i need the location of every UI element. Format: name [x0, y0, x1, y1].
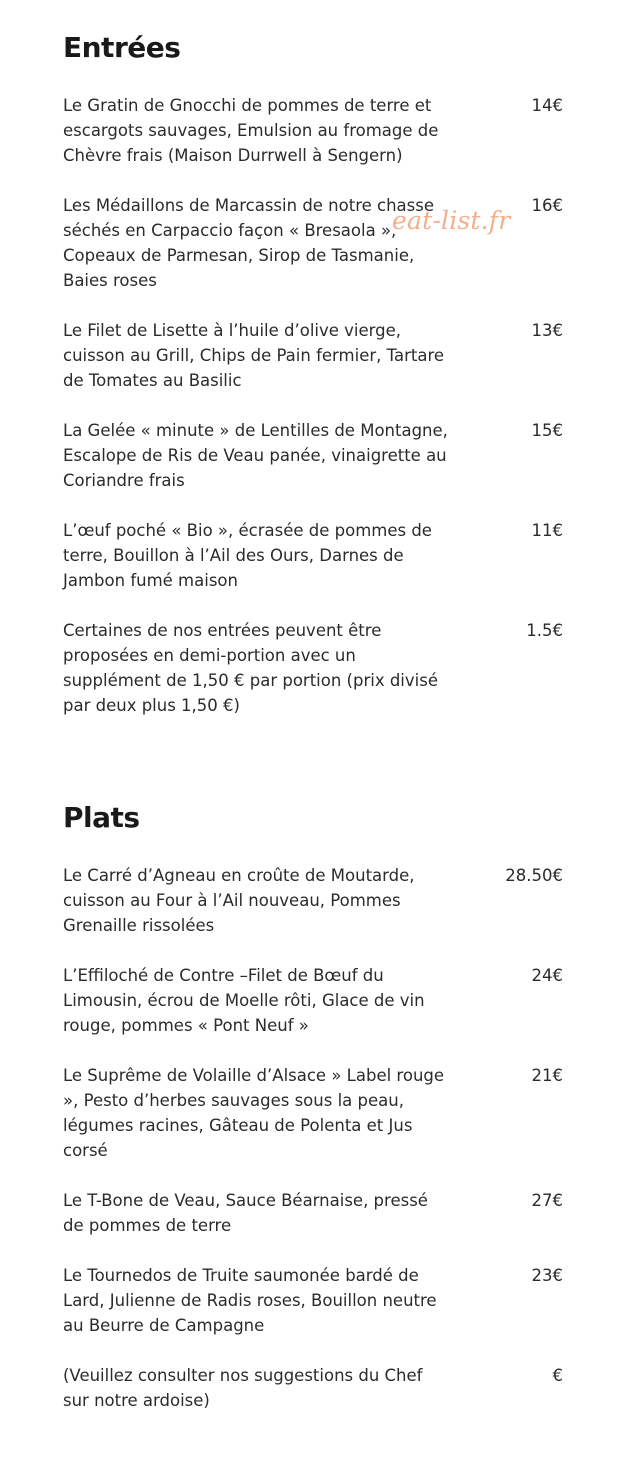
- item-price: 13€: [531, 321, 563, 340]
- item-description: Le Carré d’Agneau en croûte de Moutarde, cuisson au Four à l’Ail nouveau, Pommes Grenaille rissolées: [63, 866, 415, 935]
- item-description: L’Effiloché de Contre –Filet de Bœuf du Limousin, écrou de Moelle rôti, Glace de vin rouge, pommes « Pont Neuf »: [63, 966, 425, 1035]
- item-description: Les Médaillons de Marcassin de notre chasse séchés en Carpaccio façon « Bresaola », Copeaux de Parmesan, Sirop de Tasmanie, Baies roses: [63, 196, 435, 290]
- item-description: Le Gratin de Gnocchi de pommes de terre et escargots sauvages, Emulsion au fromage de Chèvre frais (Maison Durrwell à Sengern): [63, 96, 439, 165]
- item-description: Le Tournedos de Truite saumonée bardé de Lard, Julienne de Radis roses, Bouillon neutre au Beurre de Campagne: [63, 1266, 437, 1335]
- entrees-section: [63, 28, 563, 743]
- entrees-title: Entrées: [63, 31, 181, 64]
- item-description: La Gelée « minute » de Lentilles de Montagne, Escalope de Ris de Veau panée, vinaigrette au Coriandre frais: [63, 421, 448, 490]
- menu-item: [63, 418, 563, 493]
- menu-item: [63, 1263, 563, 1338]
- plats-section: [63, 798, 563, 1438]
- menu-item: [63, 963, 563, 1038]
- item-description: L’œuf poché « Bio », écrasée de pommes de terre, Bouillon à l’Ail des Ours, Darnes de Jambon fumé maison: [63, 521, 432, 590]
- menu-item: [63, 618, 563, 718]
- menu-item: [63, 863, 563, 938]
- menu-item: [63, 1363, 563, 1413]
- item-price: 27€: [531, 1191, 563, 1210]
- item-price: 24€: [531, 966, 563, 985]
- item-price: 15€: [531, 421, 563, 440]
- item-price: 1.5€: [526, 621, 563, 640]
- menu-item: [63, 1063, 563, 1163]
- menu-item: [63, 1188, 563, 1238]
- plats-title: Plats: [63, 801, 140, 834]
- item-price: 21€: [531, 1066, 563, 1085]
- item-description: Certaines de nos entrées peuvent être proposées en demi-portion avec un supplément de 1,50 € par portion (prix divisé par deux plus 1,50 €): [63, 621, 438, 715]
- item-description: Le T-Bone de Veau, Sauce Béarnaise, pressé de pommes de terre: [63, 1191, 428, 1235]
- watermark: eat-list.fr: [392, 206, 511, 235]
- menu-item: [63, 518, 563, 593]
- item-price: 14€: [531, 96, 563, 115]
- entrees-list: [63, 93, 563, 718]
- item-description: Le Suprême de Volaille d’Alsace » Label rouge », Pesto d’herbes sauvages sous la peau, légumes racines, Gâteau de Polenta et Jus corsé: [63, 1066, 445, 1160]
- item-price: €: [552, 1366, 563, 1385]
- item-description: Le Filet de Lisette à l’huile d’olive vierge, cuisson au Grill, Chips de Pain fermier, Tartare de Tomates au Basilic: [63, 321, 445, 390]
- menu-item: [63, 318, 563, 393]
- item-price: 23€: [531, 1266, 563, 1285]
- menu-item: [63, 93, 563, 168]
- item-price: 28.50€: [505, 866, 563, 885]
- item-price: 16€: [531, 196, 563, 215]
- item-description: (Veuillez consulter nos suggestions du Chef sur notre ardoise): [63, 1366, 423, 1410]
- item-price: 11€: [531, 521, 563, 540]
- plats-list: [63, 863, 563, 1413]
